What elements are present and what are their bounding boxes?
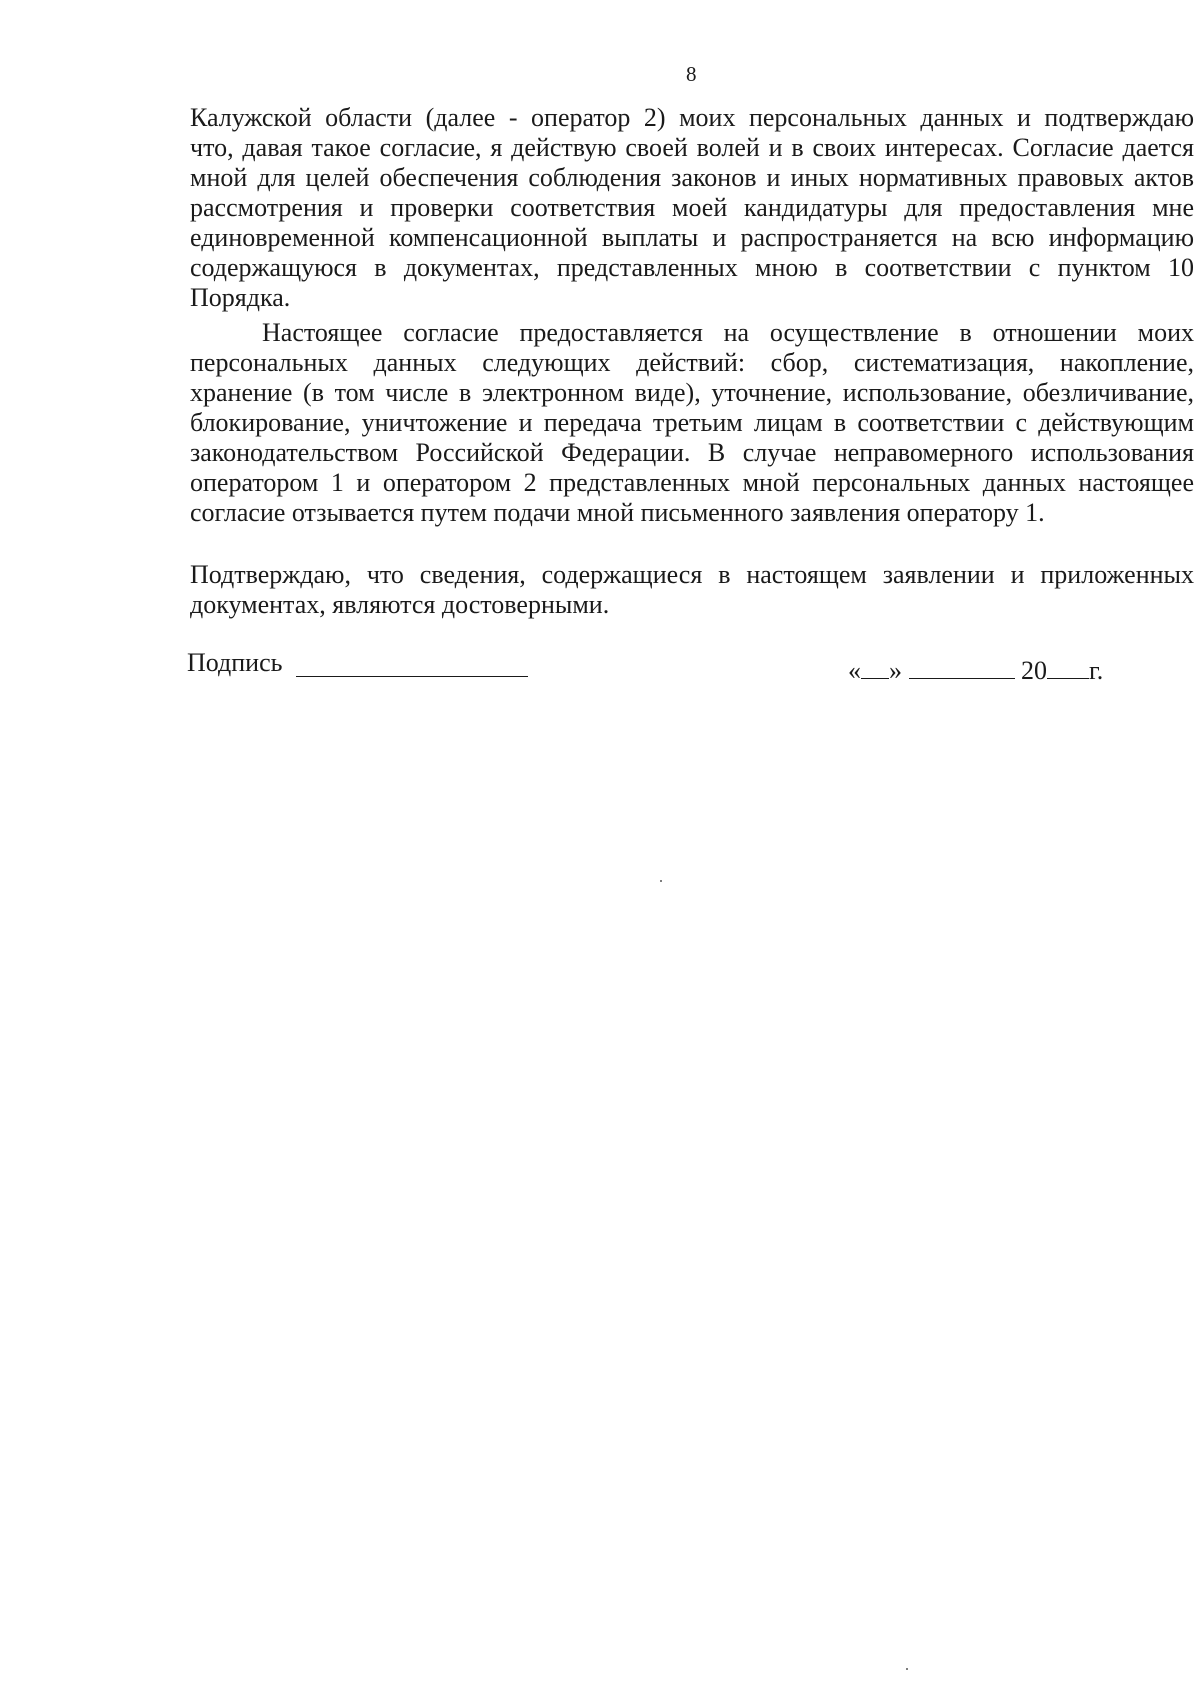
text-line: Калужской области (далее - оператор 2) моих персональных данных и подтверждаю — [190, 103, 1194, 132]
date-close-quote: » — [889, 656, 902, 685]
text-line: мной для целей обеспечения соблюдения законов и иных нормативных правовых актов — [190, 163, 1194, 192]
scan-speck — [906, 1668, 908, 1670]
text-line: документах, являются достоверными. — [190, 590, 610, 619]
text-line: Настоящее согласие предоставляется на осуществление в отношении моих — [262, 318, 1194, 347]
text-line: оператором 1 и оператором 2 представленных мной персональных данных настоящее — [190, 468, 1194, 497]
text-line: согласие отзывается путем подачи мной письменного заявления оператору 1. — [190, 498, 1045, 527]
text-line: что, давая такое согласие, я действую своей волей и в своих интересах. Согласие дается — [190, 133, 1194, 162]
text-line: законодательством Российской Федерации. В случае неправомерного использования — [190, 438, 1194, 467]
year-suffix: г. — [1089, 656, 1104, 685]
month-blank-line — [909, 656, 1015, 679]
text-line: Подтверждаю, что сведения, содержащиеся в настоящем заявлении и приложенных — [190, 560, 1194, 589]
date-open-quote: « — [848, 656, 861, 685]
text-line: содержащуюся в документах, представленных мною в соответствии с пунктом 10 — [190, 253, 1194, 282]
signature-blank-line — [296, 676, 528, 677]
scan-speck — [660, 880, 662, 882]
signature-label: Подпись — [187, 648, 283, 677]
text-line: единовременной компенсационной выплаты и распространяется на всю информацию — [190, 223, 1194, 252]
text-line: Порядка. — [190, 283, 291, 312]
text-line: хранение (в том числе в электронном виде), уточнение, использование, обезличивание, — [190, 378, 1194, 407]
text-line: блокирование, уничтожение и передача третьим лицам в соответствии с действующим — [190, 408, 1194, 437]
page-number: 8 — [686, 62, 697, 86]
day-blank-line — [861, 656, 889, 679]
text-line: персональных данных следующих действий: сбор, систематизация, накопление, — [190, 348, 1194, 377]
date-field — [848, 656, 1103, 686]
text-line: рассмотрения и проверки соответствия моей кандидатуры для предоставления мне — [190, 193, 1194, 222]
year-prefix: 20 — [1021, 656, 1047, 685]
year-blank-line — [1047, 656, 1089, 679]
